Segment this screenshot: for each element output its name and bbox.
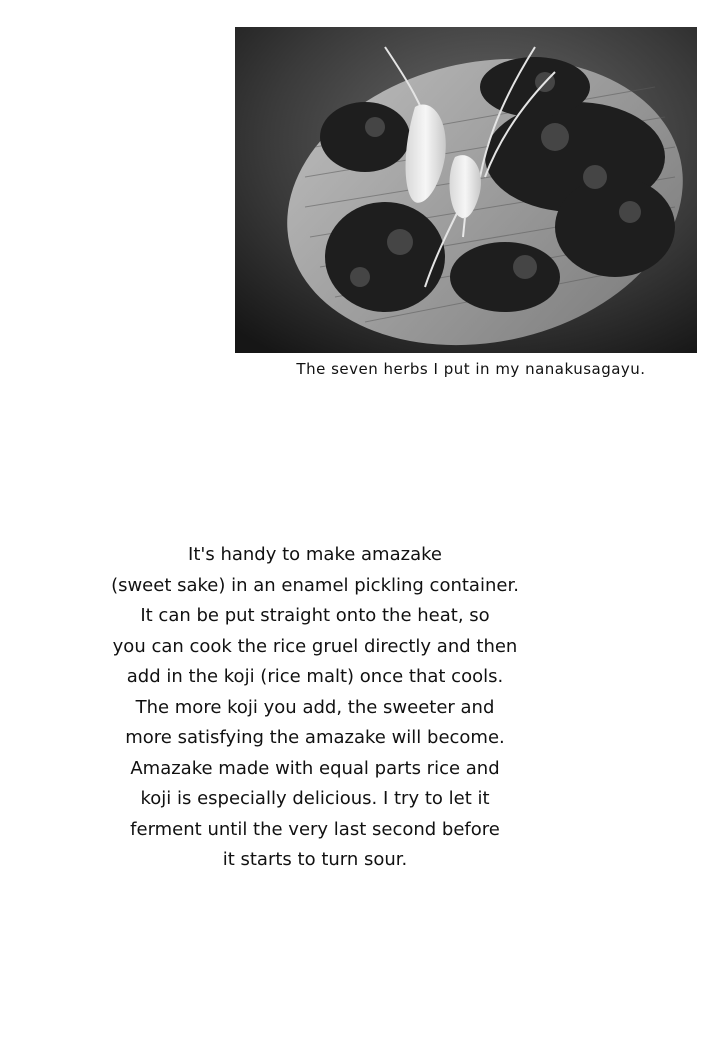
herb-basket-photo bbox=[235, 27, 697, 353]
paragraph-line: It can be put straight onto the heat, so bbox=[140, 605, 490, 626]
paragraph-line: koji is especially delicious. I try to let it bbox=[140, 788, 490, 809]
paragraph-line: Amazake made with equal parts rice and bbox=[130, 757, 500, 779]
paragraph-line: it starts to turn sour. bbox=[222, 849, 408, 870]
body-paragraph bbox=[60, 540, 570, 876]
paragraph-line: add in the koji (rice malt) once that cools. bbox=[126, 666, 504, 687]
paragraph-line: more satisfying the amazake will become. bbox=[125, 727, 505, 748]
paragraph-line: you can cook the rice gruel directly and then bbox=[112, 635, 518, 657]
photo-caption: The seven herbs I put in my nanakusagayu. bbox=[296, 360, 646, 378]
paragraph-line: The more koji you add, the sweeter and bbox=[135, 696, 495, 718]
paragraph-line: (sweet sake) in an enamel pickling container. bbox=[111, 574, 519, 596]
paragraph-line: ferment until the very last second before bbox=[130, 818, 500, 840]
paragraph-line: It's handy to make amazake bbox=[188, 544, 442, 565]
